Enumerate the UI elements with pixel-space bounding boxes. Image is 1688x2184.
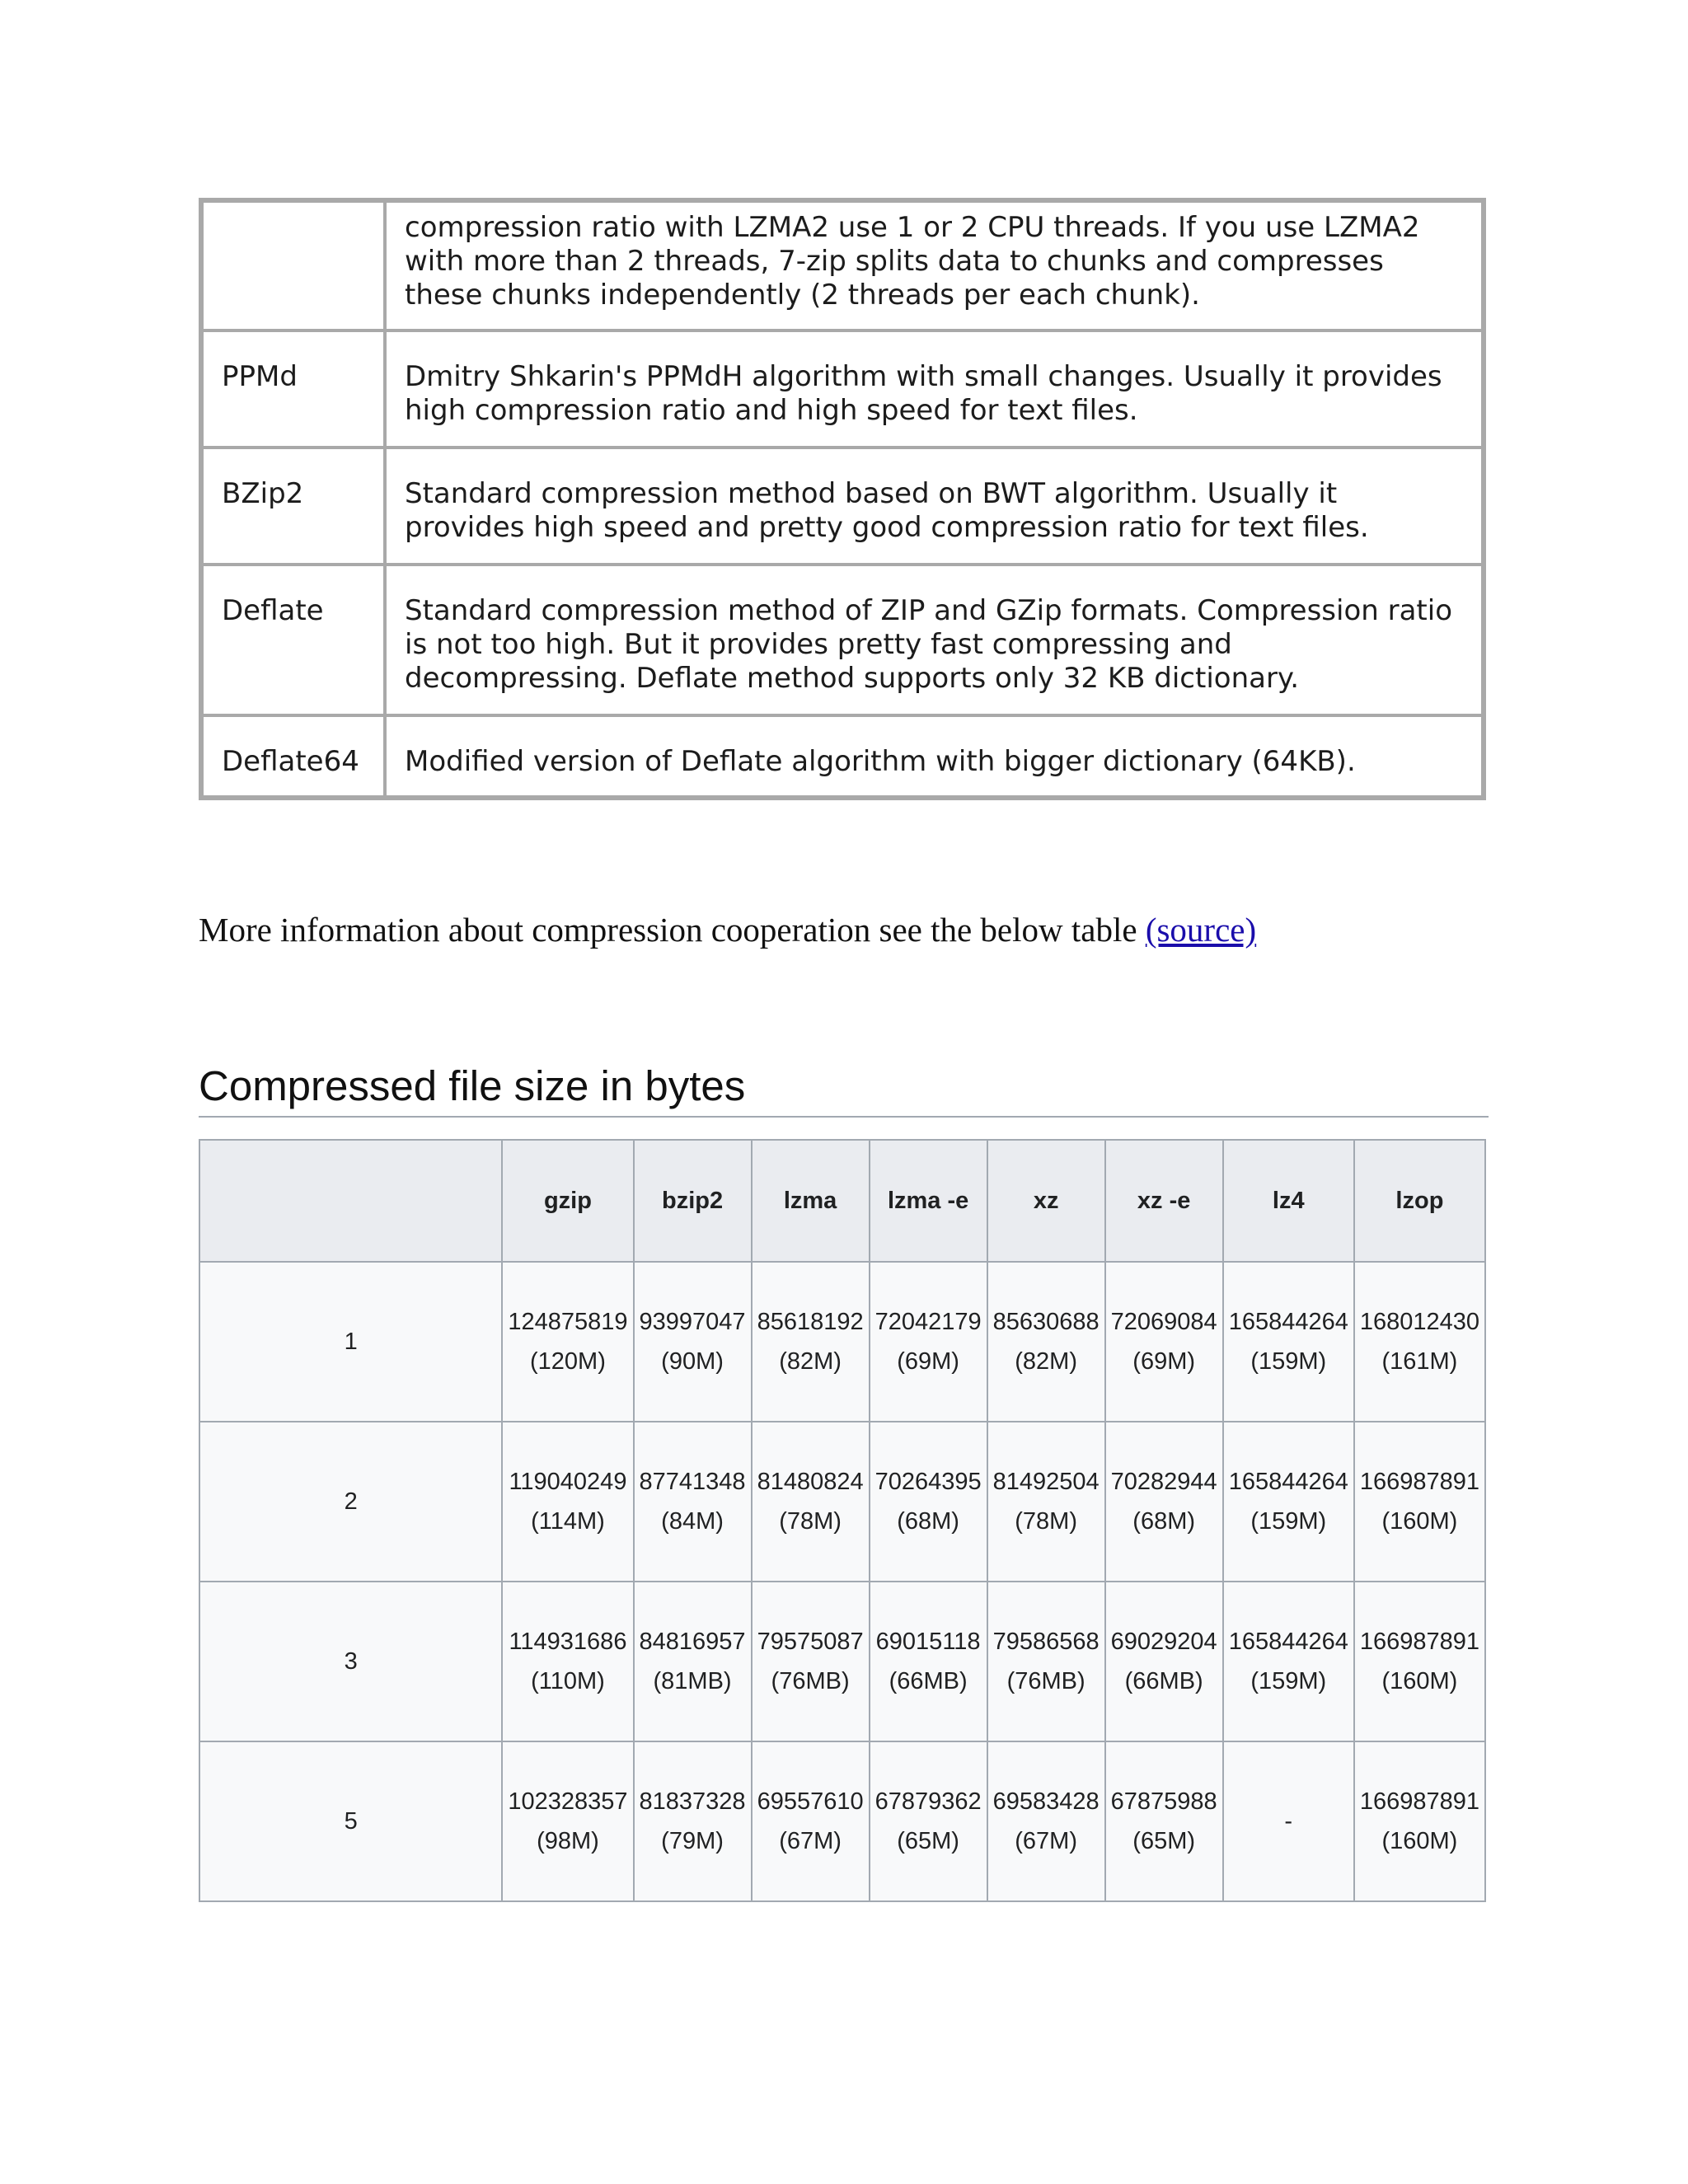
method-name (202, 201, 385, 330)
method-description: Modified version of Deflate algorithm with bigger dictionary (64KB). (385, 715, 1483, 797)
size-cell (1223, 1741, 1354, 1901)
size-bytes: 69583428 (992, 1788, 1100, 1815)
size-cell (1354, 1262, 1485, 1422)
size-bytes: 166987891 (1359, 1629, 1479, 1655)
column-header: bzip2 (634, 1140, 752, 1262)
method-name: BZip2 (202, 448, 385, 565)
table-row (199, 1262, 1485, 1422)
size-human: (159M) (1250, 1668, 1327, 1694)
size-cell (752, 1582, 870, 1741)
method-description: compression ratio with LZMA2 use 1 or 2 CPU threads. If you use LZMA2 with more than 2 threads, 7-zip splits data to chunks and compresses these chunks independently (2 threads per each chunk). (385, 201, 1483, 330)
compression-level: 1 (199, 1262, 502, 1422)
size-cell (1105, 1422, 1223, 1582)
size-human: (81MB) (653, 1668, 732, 1694)
size-cell (752, 1262, 870, 1422)
size-human: (67M) (1015, 1828, 1077, 1854)
size-cell (870, 1741, 987, 1901)
size-bytes: 69015118 (875, 1629, 981, 1655)
column-header: gzip (502, 1140, 633, 1262)
size-cell (870, 1262, 987, 1422)
size-human: (161M) (1381, 1348, 1458, 1375)
method-row (202, 201, 1483, 330)
size-human: (67M) (779, 1828, 842, 1854)
method-row (202, 448, 1483, 565)
size-bytes: 114931686 (509, 1629, 627, 1655)
size-human: (78M) (779, 1508, 842, 1535)
size-cell (1354, 1582, 1485, 1741)
size-human: (68M) (1132, 1508, 1196, 1535)
size-cell (502, 1262, 633, 1422)
size-cell (502, 1422, 633, 1582)
size-cell (502, 1582, 633, 1741)
size-human: (78M) (1015, 1508, 1077, 1535)
size-bytes: 119040249 (509, 1469, 627, 1495)
size-bytes: 67875988 (1110, 1788, 1217, 1815)
size-bytes: 93997047 (639, 1309, 746, 1335)
header-row (199, 1140, 1485, 1262)
size-bytes: 124875819 (508, 1309, 628, 1335)
compressed-size-table (199, 1139, 1486, 1902)
method-row (202, 565, 1483, 715)
column-header: lz4 (1223, 1140, 1354, 1262)
size-human: (65M) (897, 1828, 959, 1854)
compression-methods-table (199, 198, 1486, 800)
size-human: (120M) (530, 1348, 606, 1375)
table-row (199, 1741, 1485, 1901)
size-human: (76MB) (771, 1668, 850, 1694)
size-human: (82M) (1015, 1348, 1077, 1375)
method-name: PPMd (202, 330, 385, 448)
size-human: (68M) (897, 1508, 959, 1535)
corner-header (199, 1140, 502, 1262)
size-bytes: 72042179 (874, 1309, 982, 1335)
size-cell (987, 1262, 1105, 1422)
size-human: (66MB) (889, 1668, 968, 1694)
size-bytes: 81480824 (757, 1469, 864, 1495)
method-name: Deflate64 (202, 715, 385, 797)
table-row (199, 1422, 1485, 1582)
size-bytes: 84816957 (639, 1629, 746, 1655)
method-description: Standard compression method based on BWT algorithm. Usually it provides high speed and pretty good compression ratio for text files. (385, 448, 1483, 565)
size-cell (1223, 1582, 1354, 1741)
method-name: Deflate (202, 565, 385, 715)
size-bytes: 87741348 (639, 1469, 746, 1495)
size-cell (634, 1422, 752, 1582)
size-human: (90M) (661, 1348, 724, 1375)
size-cell (752, 1741, 870, 1901)
size-bytes: 165844264 (1228, 1309, 1348, 1335)
size-bytes: 165844264 (1228, 1469, 1348, 1495)
size-cell (1223, 1422, 1354, 1582)
size-human: (159M) (1250, 1348, 1327, 1375)
size-cell (1105, 1262, 1223, 1422)
size-human: (160M) (1381, 1508, 1458, 1535)
size-cell (502, 1741, 633, 1901)
size-bytes: 70264395 (874, 1469, 982, 1495)
size-human: (98M) (537, 1828, 599, 1854)
info-paragraph (199, 910, 1256, 949)
size-bytes: 85618192 (757, 1309, 864, 1335)
size-bytes: 69557610 (757, 1788, 864, 1815)
column-header: lzop (1354, 1140, 1485, 1262)
size-cell (987, 1582, 1105, 1741)
size-cell (870, 1422, 987, 1582)
size-bytes: 81837328 (639, 1788, 746, 1815)
size-bytes: 72069084 (1110, 1309, 1217, 1335)
size-human: (65M) (1132, 1828, 1196, 1854)
size-human: (160M) (1381, 1668, 1458, 1694)
size-table-body (199, 1262, 1485, 1901)
method-description: Dmitry Shkarin's PPMdH algorithm with small changes. Usually it provides high compression ratio and high speed for text files. (385, 330, 1483, 448)
size-human: (76MB) (1006, 1668, 1085, 1694)
size-bytes: 67879362 (874, 1788, 982, 1815)
size-human: (160M) (1381, 1828, 1458, 1854)
section-heading: Compressed file size in bytes (199, 1062, 1489, 1118)
size-cell (987, 1422, 1105, 1582)
size-human: (82M) (779, 1348, 842, 1375)
source-link[interactable]: (source) (1145, 911, 1257, 949)
size-human: (79M) (661, 1828, 724, 1854)
size-bytes: 81492504 (992, 1469, 1100, 1495)
size-bytes: - (1284, 1808, 1293, 1835)
size-cell (634, 1582, 752, 1741)
size-human: (69M) (897, 1348, 959, 1375)
size-cell (1354, 1741, 1485, 1901)
method-row (202, 715, 1483, 797)
size-bytes: 85630688 (992, 1309, 1100, 1335)
size-bytes: 102328357 (508, 1788, 628, 1815)
size-cell (987, 1741, 1105, 1901)
size-human: (159M) (1250, 1508, 1327, 1535)
size-cell (1105, 1582, 1223, 1741)
compression-level: 3 (199, 1582, 502, 1741)
size-human: (69M) (1132, 1348, 1196, 1375)
size-human: (66MB) (1124, 1668, 1203, 1694)
size-bytes: 165844264 (1228, 1629, 1348, 1655)
size-cell (634, 1741, 752, 1901)
size-cell (1354, 1422, 1485, 1582)
size-cell (752, 1422, 870, 1582)
compression-level: 2 (199, 1422, 502, 1582)
compression-level: 5 (199, 1741, 502, 1901)
column-header: xz -e (1105, 1140, 1223, 1262)
size-human: (110M) (531, 1668, 605, 1694)
size-cell (634, 1262, 752, 1422)
size-human: (84M) (661, 1508, 724, 1535)
size-human: (114M) (531, 1508, 605, 1535)
size-bytes: 79586568 (992, 1629, 1100, 1655)
size-bytes: 166987891 (1359, 1469, 1479, 1495)
size-cell (1223, 1262, 1354, 1422)
size-bytes: 70282944 (1110, 1469, 1217, 1495)
table-row (199, 1582, 1485, 1741)
column-header: lzma (752, 1140, 870, 1262)
info-text: More information about compression cooperation see the below table (199, 911, 1146, 949)
size-cell (1105, 1741, 1223, 1901)
size-bytes: 166987891 (1359, 1788, 1479, 1815)
column-header: lzma -e (870, 1140, 987, 1262)
size-bytes: 168012430 (1359, 1309, 1479, 1335)
method-description: Standard compression method of ZIP and GZip formats. Compression ratio is not too high. But it provides pretty fast compressing and decompressing. Deflate method supports only 32 KB dictionary. (385, 565, 1483, 715)
method-row (202, 330, 1483, 448)
column-header: xz (987, 1140, 1105, 1262)
size-cell (870, 1582, 987, 1741)
size-bytes: 79575087 (757, 1629, 864, 1655)
size-bytes: 69029204 (1110, 1629, 1217, 1655)
